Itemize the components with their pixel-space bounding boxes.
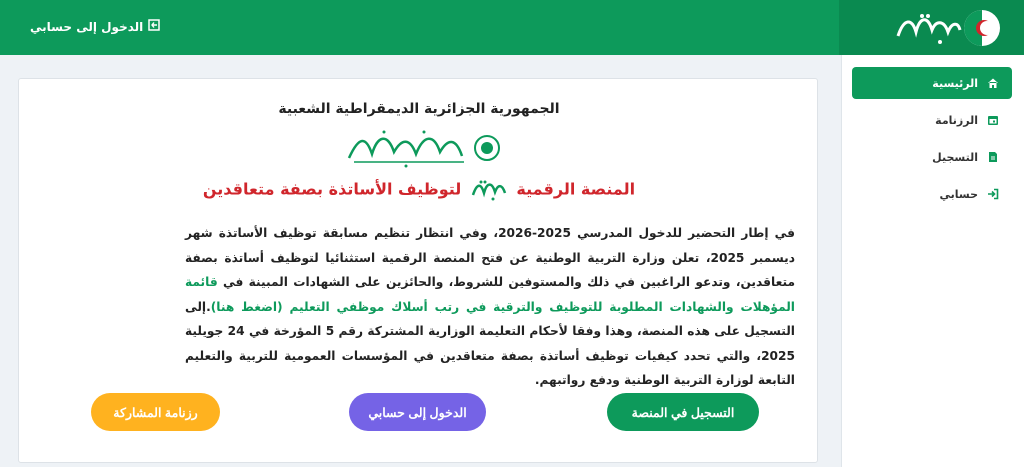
sidebar-item-label: الرئيسية bbox=[932, 76, 978, 90]
sidebar-item-home[interactable] bbox=[852, 67, 1012, 99]
platform-headline bbox=[19, 179, 819, 201]
document-icon bbox=[986, 150, 1000, 164]
sidebar-item-label: حسابي bbox=[939, 187, 978, 201]
sidebar bbox=[841, 55, 1024, 467]
announcement-part-1: في إطار التحضير للدخول المدرسي 2025-2026، وفي انتظار تنظيم مسابقة توظيف الأساتذة شهر ديسمبر 2025، تعلن وزارة التربية الوطنية عن فتح المنصة الرقمية استثنائيا لتوظيف أساتذة بصفة متعاقدين، وتدعو الراغبين في ذلك والمستوفين للشروط، والحائزين على الشهادات المبينة في bbox=[185, 226, 795, 289]
headline-text-start: المنصة الرقمية bbox=[516, 179, 636, 199]
tawdif-logo-mark bbox=[471, 179, 507, 201]
sidebar-item-registration[interactable] bbox=[852, 141, 1012, 173]
main-card bbox=[18, 78, 818, 463]
header-login-link[interactable] bbox=[30, 19, 160, 34]
sign-in-icon bbox=[986, 187, 1000, 201]
site-logo[interactable] bbox=[892, 8, 1002, 48]
announcement-part-2: .إلى التسجيل على هذه المنصة، وهذا وفقا لأحكام التعليمة الوزارية المشتركة رقم 5 المؤرخة في 24 جويلية 2025، والتي تحدد كيفيات توظيف أساتذة بصفة متعاقدين في المؤسسات العمومية للتربية والتعليم التابعة لوزارة التربية الوطنية ودفع رواتبهم. bbox=[185, 299, 795, 387]
qualifications-link[interactable]: قائمة المؤهلات والشهادات المطلوبة للتوظيف والترقية في رتب أسلاك موظفي التعليم (اضغط هنا) bbox=[185, 275, 795, 314]
home-icon bbox=[986, 76, 1000, 90]
headline-text-end: لتوظيف الأساتذة بصفة متعاقدين bbox=[202, 179, 462, 199]
header-login-label: الدخول إلى حسابي bbox=[30, 19, 144, 34]
login-button[interactable]: الدخول إلى حسابي bbox=[349, 393, 486, 431]
republic-title: الجمهورية الجزائرية الديمقراطية الشعبية bbox=[278, 101, 560, 117]
calendar-icon bbox=[986, 113, 1000, 127]
register-button[interactable]: التسجيل في المنصة bbox=[607, 393, 759, 431]
announcement-text bbox=[185, 221, 795, 393]
sidebar-item-account[interactable] bbox=[852, 178, 1012, 210]
login-icon bbox=[148, 19, 160, 34]
sidebar-item-calendar[interactable] bbox=[852, 104, 1012, 136]
participation-calendar-button[interactable]: رزنامة المشاركة bbox=[91, 393, 220, 431]
ministry-emblem bbox=[344, 128, 504, 170]
sidebar-item-label: التسجيل bbox=[932, 150, 978, 164]
sidebar-item-label: الرزنامة bbox=[935, 113, 978, 127]
